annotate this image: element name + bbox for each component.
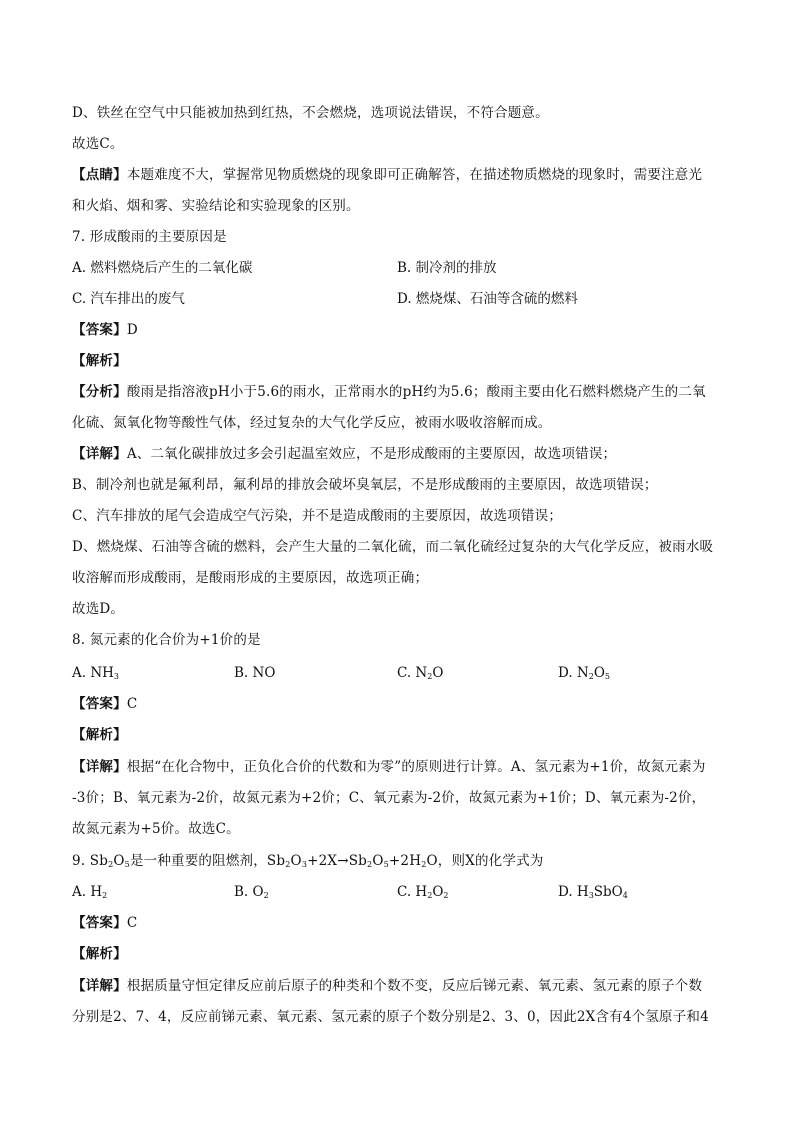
- formula-subscript: 5: [604, 672, 611, 681]
- q9-option-d: [558, 882, 628, 902]
- detail-tag: 【详解】: [72, 446, 127, 462]
- formula-subscript: 2: [443, 891, 449, 900]
- q8-detail-line-2: -3价；B、氧元素为-2价，故氮元素为+2价；C、氧元素为-2价，故氮元素为+1价；D、氧元素为-2价，: [72, 790, 706, 806]
- tip-text: 本题难度不大，掌握常见物质燃烧的现象即可正确解答，在描述物质燃烧的现象时，需要注意光: [126, 167, 703, 183]
- formula-text: O: [372, 853, 384, 869]
- fenxi-tag: 【分析】: [72, 384, 127, 400]
- formula-text: A. NH: [72, 665, 114, 681]
- formula-subscript: 2: [427, 891, 433, 900]
- formula-text: O，则X的化学式为: [426, 853, 544, 869]
- formula-subscript: 2: [102, 891, 108, 900]
- formula-subscript: 2: [285, 860, 291, 869]
- detail-tag: 【详解】: [72, 978, 127, 994]
- answer-value: C: [126, 915, 138, 931]
- answer-value: C: [126, 696, 138, 712]
- prev-tip-line-1: [72, 165, 702, 185]
- answer-tag: 【答案】: [72, 696, 127, 712]
- formula-text: O: [593, 665, 605, 681]
- formula-text: +2X→Sb: [307, 853, 368, 869]
- formula-text: 9. Sb: [72, 853, 109, 869]
- q7-option-c: C. 汽车排出的废气: [72, 291, 185, 307]
- formula-text: A. H: [72, 884, 103, 900]
- q7-option-d: D. 燃烧煤、石油等含硫的燃料: [397, 291, 578, 307]
- q8-option-b: B. NO: [234, 665, 276, 681]
- formula-subscript: 2: [367, 860, 373, 869]
- tip-tag: 【点睛】: [72, 167, 127, 183]
- q9-answer: [72, 913, 137, 933]
- q7-detail-a: [72, 444, 616, 464]
- formula-text: O: [290, 853, 302, 869]
- formula-text: C. H: [397, 884, 428, 900]
- q7-detail-b: B、制冷剂也就是氟利昂，氟利昂的排放会破坏臭氧层，不是形成酸雨的主要原因，故选项错误；: [72, 477, 658, 493]
- q8-option-a: [72, 663, 119, 683]
- q9-stem: [72, 851, 543, 871]
- q9-option-a: [72, 882, 107, 902]
- prev-tip-line-2: 和火焰、烟和雾、实验结论和实验现象的区别。: [72, 198, 360, 214]
- q8-detail-line-1: [72, 757, 706, 777]
- formula-text: B. O: [234, 884, 264, 900]
- formula-text: D. H: [558, 884, 589, 900]
- formula-text: 是一种重要的阻燃剂，Sb: [129, 853, 286, 869]
- answer-tag: 【答案】: [72, 322, 127, 338]
- formula-subscript: 4: [622, 891, 628, 900]
- q7-conclusion: 故选D。: [72, 601, 125, 617]
- q7-fenxi-line-1: [72, 382, 706, 402]
- answer-value: D: [126, 322, 138, 338]
- detail-text: 根据质量守恒定律反应前后原子的种类和个数不变，反应后锑元素、氧元素、氢元素的原子个数: [126, 978, 703, 994]
- q8-analysis-tag: 【解析】: [72, 727, 127, 743]
- q7-detail-d-line-2: 收溶解而形成酸雨，是酸雨形成的主要原因，故选项正确；: [72, 570, 429, 586]
- formula-subscript: 2: [263, 891, 269, 900]
- prev-option-d-explanation: D、铁丝在空气中只能被加热到红热，不会燃烧，选项说法错误，不符合题意。: [72, 105, 549, 121]
- q8-stem: 8. 氮元素的化合价为+1价的是: [72, 632, 261, 648]
- q8-answer: [72, 694, 137, 714]
- formula-text: O: [432, 665, 444, 681]
- q7-analysis-tag: 【解析】: [72, 353, 127, 369]
- q9-option-c: [397, 882, 448, 902]
- formula-text: +2H: [388, 853, 422, 869]
- q8-option-d: [558, 663, 610, 683]
- detail-text: A、二氧化碳排放过多会引起温室效应，不是形成酸雨的主要原因，故选项错误；: [126, 446, 617, 462]
- answer-tag: 【答案】: [72, 915, 127, 931]
- q8-detail-line-3: 故氮元素为+5价。故选C。: [72, 821, 240, 837]
- q7-detail-c: C、汽车排放的尾气会造成空气污染，并不是造成酸雨的主要原因，故选项错误；: [72, 508, 563, 524]
- q7-stem: 7. 形成酸雨的主要原因是: [72, 229, 227, 245]
- q8-option-c: [397, 663, 443, 683]
- prev-conclusion: 故选C。: [72, 136, 124, 152]
- formula-subscript: 5: [124, 860, 130, 869]
- formula-text: C. N: [397, 665, 428, 681]
- formula-subscript: 5: [383, 860, 389, 869]
- q7-option-b: B. 制冷剂的排放: [397, 260, 497, 276]
- detail-tag: 【详解】: [72, 759, 127, 775]
- formula-text: SbO: [593, 884, 623, 900]
- formula-subscript: 3: [588, 891, 594, 900]
- q7-fenxi-line-2: 化硫、氮氧化物等酸性气体，经过复杂的大气化学反应，被雨水吸收溶解而成。: [72, 415, 552, 431]
- q9-detail-line-2: 分别是2、7、4，反应前锑元素、氧元素、氢元素的原子个数分别是2、3、0，因此2X含有4个氢原子和4: [72, 1009, 709, 1025]
- fenxi-text: 酸雨是指溶液pH小于5.6的雨水，正常雨水的pH约为5.6；酸雨主要由化石燃料燃烧产生的二氧: [126, 384, 706, 400]
- formula-subscript: 2: [427, 672, 433, 681]
- formula-subscript: 2: [421, 860, 427, 869]
- q9-detail-line-1: [72, 976, 702, 996]
- formula-text: O: [113, 853, 125, 869]
- q7-detail-d-line-1: D、燃烧煤、石油等含硫的燃料，会产生大量的二氧化硫，而二氧化硫经过复杂的大气化学反应，被雨水吸: [72, 539, 714, 555]
- q7-answer: [72, 320, 138, 340]
- formula-text: D. N: [558, 665, 589, 681]
- q7-option-a: A. 燃料燃烧后产生的二氧化碳: [72, 260, 253, 276]
- detail-text: 根据“在化合物中，正负化合价的代数和为零”的原则进行计算。A、氢元素为+1价，故氮元素为: [126, 759, 706, 775]
- formula-subscript: 2: [108, 860, 114, 869]
- formula-subscript: 3: [301, 860, 308, 869]
- formula-subscript: 2: [588, 672, 594, 681]
- formula-text: O: [432, 884, 444, 900]
- formula-subscript: 3: [113, 672, 120, 681]
- q9-option-b: [234, 882, 269, 902]
- q9-analysis-tag: 【解析】: [72, 946, 127, 962]
